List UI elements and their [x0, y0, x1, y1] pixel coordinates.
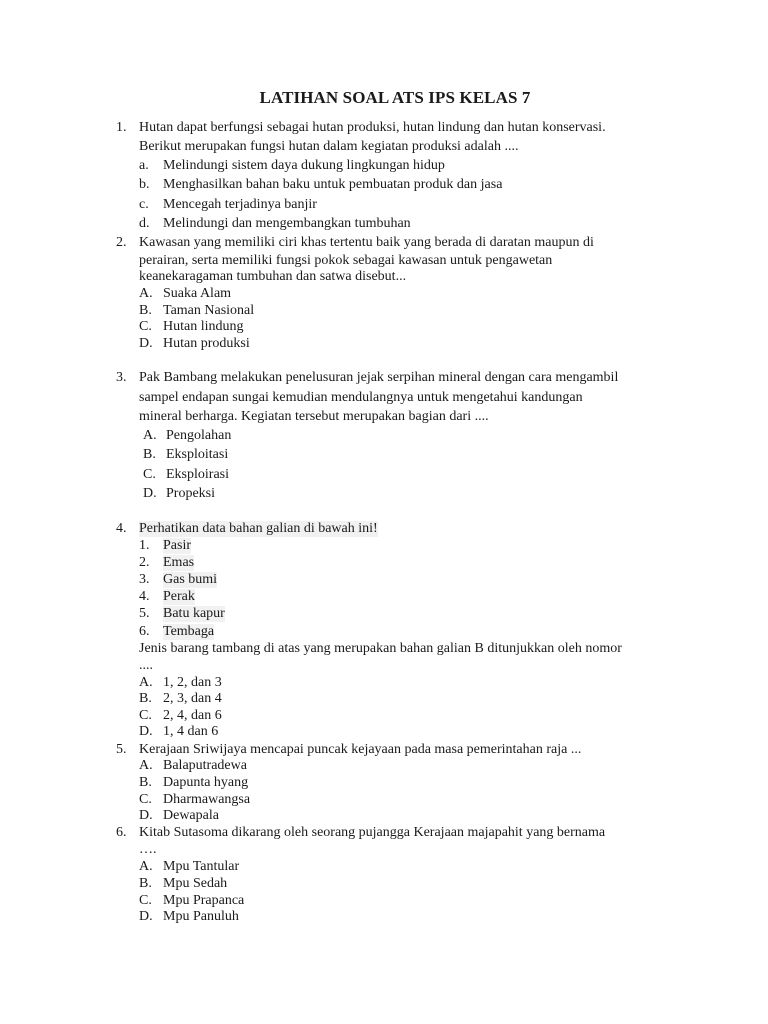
list-item: Pasir [163, 538, 191, 553]
question-text: Perhatikan data bahan galian di bawah ini! [139, 521, 378, 536]
option-text: 2, 4, dan 6 [163, 708, 222, 723]
option-key: A. [139, 859, 153, 874]
option-key: c. [139, 197, 149, 212]
question-number: 5. [116, 742, 127, 757]
option-text: Eksploirasi [166, 467, 229, 482]
option-key: C. [139, 893, 152, 908]
option-key: B. [139, 303, 152, 318]
question-text: …. [139, 842, 157, 857]
option-key: D. [139, 808, 153, 823]
list-item: Tembaga [163, 624, 215, 639]
option-text: Melindungi sistem daya dukung lingkungan hidup [163, 158, 445, 173]
option-text: Menghasilkan bahan baku untuk pembuatan produk dan jasa [163, 177, 503, 192]
option-text: Mpu Sedah [163, 876, 228, 891]
question-text: keanekaragaman tumbuhan dan satwa disebut... [139, 269, 407, 284]
option-text: Melindungi dan mengembangkan tumbuhan [163, 216, 411, 231]
option-text: Suaka Alam [163, 286, 232, 301]
list-key: 2. [139, 555, 150, 570]
option-key: A. [139, 286, 153, 301]
question-text: Berikut merupakan fungsi hutan dalam kegiatan produksi adalah .... [139, 139, 519, 154]
page-title: LATIHAN SOAL ATS IPS KELAS 7 [259, 88, 531, 107]
question-number: 6. [116, 825, 127, 840]
option-text: 2, 3, dan 4 [163, 691, 222, 706]
question-text: Kitab Sutasoma dikarang oleh seorang pujangga Kerajaan majapahit yang bernama [139, 825, 606, 840]
option-key: D. [139, 336, 153, 351]
option-key: B. [139, 691, 152, 706]
question-text: Kerajaan Sriwijaya mencapai puncak kejayaan pada masa pemerintahan raja ... [139, 742, 582, 757]
list-key: 4. [139, 589, 150, 604]
option-key: D. [143, 486, 157, 501]
option-text: Hutan produksi [163, 336, 250, 351]
option-key: a. [139, 158, 149, 173]
option-text: Pengolahan [166, 428, 232, 443]
option-text: Dewapala [163, 808, 219, 823]
list-item: Batu kapur [163, 606, 225, 621]
option-key: C. [139, 319, 152, 334]
option-key: C. [139, 792, 152, 807]
question-text: Jenis barang tambang di atas yang merupakan bahan galian B ditunjukkan oleh nomor [139, 641, 622, 656]
list-key: 3. [139, 572, 150, 587]
option-text: Mpu Prapanca [163, 893, 245, 908]
option-text: Balaputradewa [163, 758, 247, 773]
question-number: 3. [116, 370, 127, 385]
option-key: B. [143, 447, 156, 462]
list-item: Gas bumi [163, 572, 218, 587]
option-key: A. [139, 675, 153, 690]
option-key: b. [139, 177, 150, 192]
list-key: 1. [139, 538, 150, 553]
option-text: 1, 4 dan 6 [163, 724, 219, 739]
list-item: Perak [163, 589, 195, 604]
question-text: sampel endapan sungai kemudian mendulangnya untuk mengetahui kandungan [139, 390, 583, 405]
option-text: Mpu Panuluh [163, 909, 239, 924]
list-key: 5. [139, 606, 150, 621]
option-key: C. [139, 708, 152, 723]
question-text: Kawasan yang memiliki ciri khas tertentu baik yang berada di daratan maupun di [139, 235, 594, 250]
option-text: Dharmawangsa [163, 792, 251, 807]
question-number: 4. [116, 521, 127, 536]
question-text: Pak Bambang melakukan penelusuran jejak serpihan mineral dengan cara mengambil [139, 370, 619, 385]
option-key: A. [139, 758, 153, 773]
question-text: .... [139, 658, 153, 673]
option-key: D. [139, 909, 153, 924]
question-text: mineral berharga. Kegiatan tersebut merupakan bagian dari .... [139, 409, 489, 424]
option-key: A. [143, 428, 157, 443]
option-text: Hutan lindung [163, 319, 244, 334]
option-text: 1, 2, dan 3 [163, 675, 222, 690]
option-key: B. [139, 775, 152, 790]
option-text: Eksploitasi [166, 447, 229, 462]
option-text: Mpu Tantular [163, 859, 240, 874]
option-key: d. [139, 216, 150, 231]
option-text: Mencegah terjadinya banjir [163, 197, 317, 212]
question-text: Hutan dapat berfungsi sebagai hutan produksi, hutan lindung dan hutan konservasi. [139, 120, 606, 135]
option-key: C. [143, 467, 156, 482]
question-number: 1. [116, 120, 127, 135]
option-key: B. [139, 876, 152, 891]
option-text: Dapunta hyang [163, 775, 249, 790]
option-key: D. [139, 724, 153, 739]
question-number: 2. [116, 235, 127, 250]
list-item: Emas [163, 555, 195, 570]
option-text: Propeksi [166, 486, 215, 501]
question-text: perairan, serta memiliki fungsi pokok sebagai kawasan untuk pengawetan [139, 253, 553, 268]
list-key: 6. [139, 624, 150, 639]
option-text: Taman Nasional [163, 303, 255, 318]
